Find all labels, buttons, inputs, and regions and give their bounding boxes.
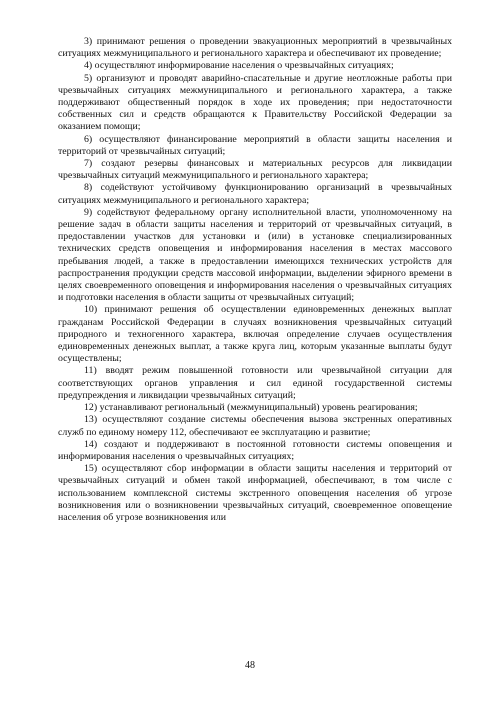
- paragraph-8: 8) содействуют устойчивому функционированию организаций в чрезвычайных ситуациях межмуниципального и регионального характера;: [58, 182, 452, 206]
- body-text: [58, 36, 452, 524]
- paragraph-11: 11) вводят режим повышенной готовности или чрезвычайной ситуации для соответствующих органов управления и сил единой государственной системы предупреждения и ликвидации чрезвычайных ситуаций;: [58, 365, 452, 401]
- paragraph-7: 7) создают резервы финансовых и материальных ресурсов для ликвидации чрезвычайных ситуаций межмуниципального и регионального характера;: [58, 158, 452, 182]
- paragraph-14: 14) создают и поддерживают в постоянной готовности системы оповещения и информирования населения о чрезвычайных ситуациях;: [58, 438, 452, 462]
- paragraph-15: 15) осуществляют сбор информации в области защиты населения и территорий от чрезвычайных ситуаций и обмен такой информацией, обеспечивают, в том числе с использованием комплексной системы экстренного оповещения населения об угрозе возникновения или о возникновении чрезвычайных ситуаций, своевременное оповещение населения об угрозе возникновения или: [58, 463, 452, 523]
- paragraph-5: 5) организуют и проводят аварийно-спасательные и другие неотложные работы при чрезвычайных ситуациях межмуниципального и регионального характера, а также поддерживают общественный порядок в ходе их проведения; при недостаточности собственных сил и средств обращаются к Правительству Российской Федерации за оказанием помощи;: [58, 72, 452, 133]
- paragraph-6: 6) осуществляют финансирование мероприятий в области защиты населения и территорий от чрезвычайных ситуаций;: [58, 133, 452, 157]
- paragraph-10: 10) принимают решения об осуществлении единовременных денежных выплат гражданам Российской Федерации в случаях возникновения чрезвычайных ситуаций природного и техногенного характера, включая определение случаев осуществления единовременных денежных выплат, а также круга лиц, которым указанные выплаты будут осуществлены;: [58, 304, 452, 365]
- page-number: 48: [245, 660, 255, 671]
- paragraph-9: 9) содействуют федеральному органу исполнительной власти, уполномоченному на решение задач в области защиты населения и территорий от чрезвычайных ситуаций, в предоставлении участков для установки и (или) в установке специализированных технических средств оповещения и информирования населения в местах массового пребывания людей, а также в предоставлении имеющихся технических устройств для распространения продукции средств массовой информации, выделении эфирного времени в целях своевременного оповещения и информирования населения о чрезвычайных ситуациях и подготовки населения в области защиты от чрезвычайных ситуаций;: [58, 206, 452, 304]
- paragraph-13: 13) осуществляют создание системы обеспечения вызова экстренных оперативных служб по единому номеру 112, обеспечивают ее эксплуатацию и развитие;: [58, 414, 452, 438]
- paragraph-12: 12) устанавливают региональный (межмуниципальный) уровень реагирования;: [84, 402, 418, 414]
- paragraph-3: 3) принимают решения о проведении эвакуационных мероприятий в чрезвычайных ситуациях межмуниципального и регионального характера и обеспечивают их проведение;: [58, 36, 452, 60]
- paragraph-4: 4) осуществляют информирование населения о чрезвычайных ситуациях;: [84, 60, 394, 72]
